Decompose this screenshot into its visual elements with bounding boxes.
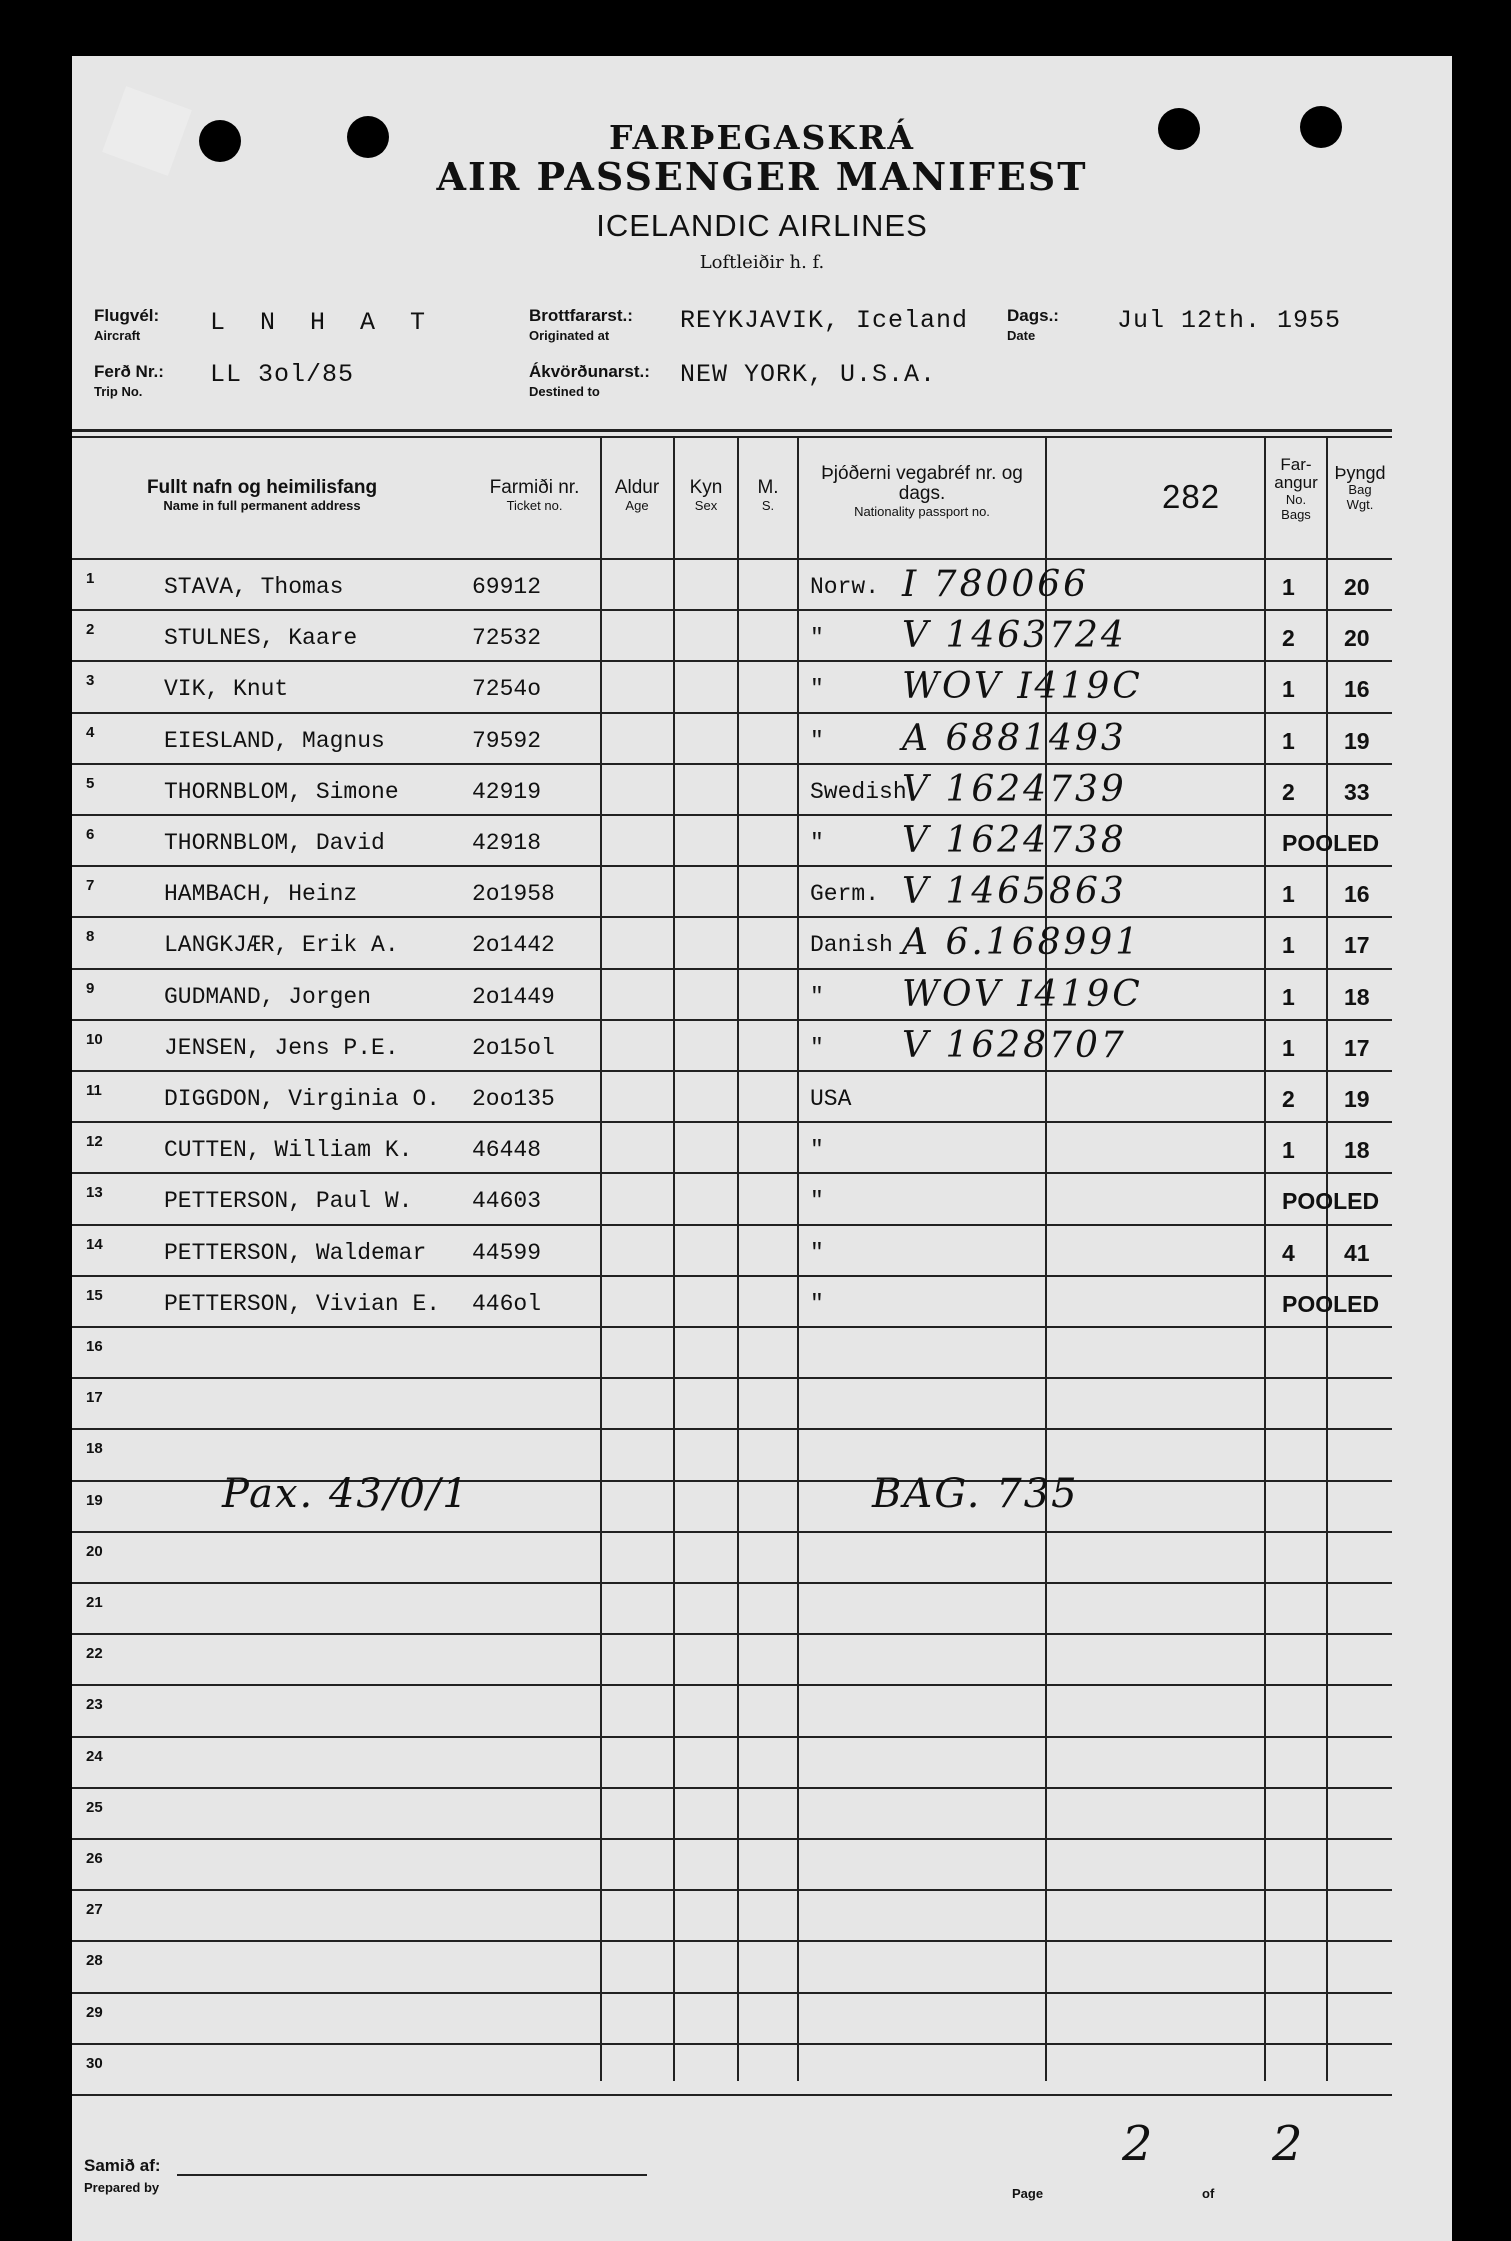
nationality: USA <box>810 1086 852 1112</box>
header-rule <box>72 558 1392 560</box>
nationality: " <box>810 1239 824 1266</box>
passenger-name: EIESLAND, Magnus <box>164 727 385 754</box>
bags-count: 4 <box>1282 1239 1295 1266</box>
bag-weight: 17 <box>1344 1034 1370 1061</box>
bags-count: 1 <box>1282 1137 1295 1164</box>
row-rule <box>72 1889 1392 1891</box>
bag-weight: 16 <box>1344 676 1370 703</box>
row-number: 28 <box>86 1952 103 1970</box>
title-icelandic: FARÞEGASKRÁ <box>609 118 915 157</box>
col-weight-header: Þyngd Bag Wgt. <box>1334 463 1386 512</box>
passport-number: V 1624739 <box>902 768 1127 810</box>
bag-weight: 18 <box>1344 983 1370 1010</box>
row-number: 29 <box>86 2003 103 2021</box>
destination-value: NEW YORK, U.S.A. <box>680 360 937 389</box>
row-rule <box>72 1838 1392 1840</box>
bags-count: 1 <box>1282 1034 1295 1061</box>
col-age-header: Aldur Age <box>614 477 660 513</box>
page-total: 2 <box>1272 2116 1305 2172</box>
ticket-number: 2o1958 <box>472 881 555 908</box>
passenger-name: DIGGDON, Virginia O. <box>164 1086 441 1112</box>
row-number: 13 <box>86 1184 103 1202</box>
nationality: " <box>810 1188 824 1215</box>
bags-count: 2 <box>1282 778 1295 805</box>
row-rule <box>72 916 1392 918</box>
passport-number: V 1465863 <box>902 871 1127 913</box>
manifest-sheet <box>72 56 1452 2241</box>
row-number: 24 <box>86 1747 103 1765</box>
row-rule <box>72 968 1392 970</box>
page-label: Page <box>1012 2186 1044 2201</box>
row-rule <box>72 2043 1392 2045</box>
rule <box>72 429 1392 432</box>
row-rule <box>72 1940 1392 1942</box>
row-rule <box>72 1275 1392 1277</box>
nationality: " <box>810 983 824 1010</box>
nationality: Danish <box>810 932 893 959</box>
row-number: 6 <box>86 826 95 843</box>
nationality: " <box>810 830 824 856</box>
passport-number: V 1624738 <box>902 820 1127 861</box>
row-number: 2 <box>86 621 95 639</box>
row-rule <box>72 2094 1392 2096</box>
row-rule <box>72 1070 1392 1072</box>
bags-count: 1 <box>1282 574 1295 600</box>
row-number: 26 <box>86 1850 103 1867</box>
row-rule <box>72 1428 1392 1430</box>
bag-weight: 33 <box>1344 778 1370 805</box>
passenger-name: VIK, Knut <box>164 676 289 703</box>
bags-count: 2 <box>1282 625 1295 652</box>
nationality: Germ. <box>810 881 880 908</box>
column-divider <box>673 436 675 2081</box>
prepared-by-line <box>177 2174 647 2176</box>
row-rule <box>72 1531 1392 1533</box>
bag-weight: 19 <box>1344 1086 1370 1112</box>
row-rule <box>72 1633 1392 1635</box>
prepared-by-label-en: Prepared by <box>84 2180 160 2195</box>
airline-name: ICELANDIC AIRLINES <box>596 208 928 243</box>
row-rule <box>72 1736 1392 1738</box>
passenger-name: PETTERSON, Vivian E. <box>164 1290 441 1317</box>
row-rule <box>72 1377 1392 1379</box>
ticket-number: 42919 <box>472 778 542 805</box>
row-number: 4 <box>86 723 95 741</box>
ticket-number: 42918 <box>472 830 542 856</box>
passport-number: A 6.168991 <box>902 922 1142 964</box>
origin-value: REYKJAVIK, Iceland <box>680 306 969 335</box>
row-rule <box>72 1326 1392 1328</box>
company-name: Loftleiðir h. f. <box>699 252 825 273</box>
ticket-number: 2o1449 <box>472 983 555 1010</box>
column-divider <box>797 436 799 2081</box>
pax-total: Pax. 43/0/1 <box>222 1471 470 1517</box>
column-divider <box>1264 436 1266 2081</box>
row-rule <box>72 1684 1392 1686</box>
row-number: 12 <box>86 1133 103 1151</box>
column-divider <box>600 436 602 2081</box>
passport-number: V 1628707 <box>902 1024 1127 1066</box>
row-number: 7 <box>86 877 95 895</box>
passport-number: WOV I419C <box>902 666 1143 708</box>
row-rule <box>72 609 1392 611</box>
ticket-number: 79592 <box>472 727 542 754</box>
ticket-number: 44599 <box>472 1239 542 1266</box>
bags-count: 1 <box>1282 932 1295 959</box>
rule <box>72 436 1392 438</box>
passenger-name: HAMBACH, Heinz <box>164 881 358 908</box>
destination-label: Ákvörðunarst.: Destined to <box>529 362 650 399</box>
stamp-number: 282 <box>1162 478 1221 515</box>
bags-count: POOLED <box>1282 1188 1380 1215</box>
column-divider <box>1326 436 1328 2081</box>
row-rule <box>72 712 1392 714</box>
bags-count: POOLED <box>1282 830 1380 856</box>
row-number: 9 <box>86 979 95 997</box>
passport-number: V 1463724 <box>902 615 1127 657</box>
ticket-number: 69912 <box>472 574 542 600</box>
row-rule <box>72 1582 1392 1584</box>
passenger-name: CUTTEN, William K. <box>164 1137 413 1164</box>
nationality: " <box>810 1290 824 1317</box>
trip-value: LL 3ol/85 <box>210 360 355 389</box>
ticket-number: 2o15ol <box>472 1034 555 1061</box>
nationality: " <box>810 1137 824 1164</box>
row-number: 22 <box>86 1645 103 1663</box>
row-number: 10 <box>86 1030 103 1048</box>
date-label: Dags.: Date <box>1007 306 1059 343</box>
col-ticket-header: Farmiði nr. Ticket no. <box>489 477 580 513</box>
row-rule <box>72 1019 1392 1021</box>
bags-count: 1 <box>1282 881 1295 908</box>
row-rule <box>72 814 1392 816</box>
bag-weight: 17 <box>1344 932 1370 959</box>
row-number: 3 <box>86 672 95 690</box>
passenger-name: GUDMAND, Jorgen <box>164 983 372 1010</box>
row-rule <box>72 1224 1392 1226</box>
bags-count: 1 <box>1282 727 1295 754</box>
passenger-name: JENSEN, Jens P.E. <box>164 1034 399 1061</box>
col-bags-header: Far-angur No. Bags <box>1274 455 1318 522</box>
ticket-number: 2o1442 <box>472 932 555 959</box>
col-name-header: Fullt nafn og heimilisfang Name in full permanent address <box>146 477 378 513</box>
row-number: 16 <box>86 1338 103 1355</box>
of-label: of <box>1202 2186 1215 2201</box>
row-number: 19 <box>86 1491 103 1509</box>
row-number: 27 <box>86 1901 103 1919</box>
ticket-number: 2oo135 <box>472 1086 555 1112</box>
ticket-number: 446ol <box>472 1290 542 1317</box>
col-ms-header: M. S. <box>757 477 779 513</box>
row-number: 14 <box>86 1235 103 1253</box>
bag-total: BAG. 735 <box>872 1471 1079 1517</box>
row-rule <box>72 865 1392 867</box>
row-number: 17 <box>86 1389 103 1407</box>
aircraft-value: L N H A T <box>210 308 436 337</box>
bag-weight: 19 <box>1344 727 1370 754</box>
title-english: AIR PASSENGER MANIFEST <box>436 154 1088 199</box>
col-sex-header: Kyn Sex <box>689 477 723 513</box>
passenger-name: PETTERSON, Waldemar <box>164 1239 427 1266</box>
bags-count: 1 <box>1282 676 1295 703</box>
row-rule <box>72 1787 1392 1789</box>
passport-number: A 6881493 <box>902 717 1127 759</box>
bag-weight: 16 <box>1344 881 1370 908</box>
row-rule <box>72 1121 1392 1123</box>
row-number: 8 <box>86 928 95 946</box>
passport-number: I 780066 <box>902 564 1090 605</box>
row-number: 25 <box>86 1798 103 1816</box>
bag-weight: 20 <box>1344 574 1370 600</box>
bags-count: 2 <box>1282 1086 1295 1112</box>
passenger-name: THORNBLOM, Simone <box>164 778 399 805</box>
passenger-name: LANGKJÆR, Erik A. <box>164 932 399 959</box>
row-number: 21 <box>86 1594 103 1611</box>
nationality: " <box>810 625 824 652</box>
aircraft-label: Flugvél: Aircraft <box>94 306 160 343</box>
bags-count: POOLED <box>1282 1290 1380 1317</box>
date-value: Jul 12th. 1955 <box>1117 306 1342 335</box>
nationality: Swedish <box>810 778 907 805</box>
nationality: " <box>810 676 824 703</box>
ticket-number: 46448 <box>472 1137 542 1164</box>
trip-label: Ferð Nr.: Trip No. <box>94 362 164 399</box>
row-rule <box>72 763 1392 765</box>
row-number: 20 <box>86 1542 103 1560</box>
prepared-by-label: Samið af: <box>84 2156 161 2175</box>
ticket-number: 44603 <box>472 1188 542 1215</box>
row-rule <box>72 1992 1392 1994</box>
nationality: " <box>810 727 824 754</box>
col-nationality-header: Þjóðerni vegabréf nr. og dags. Nationality passport no. <box>821 463 1023 519</box>
column-divider <box>737 436 739 2081</box>
page-number: 2 <box>1122 2116 1155 2172</box>
passenger-name: STAVA, Thomas <box>164 574 344 600</box>
ticket-number: 7254o <box>472 676 542 703</box>
bag-weight: 18 <box>1344 1137 1370 1164</box>
passenger-name: STULNES, Kaare <box>164 625 358 652</box>
row-number: 11 <box>86 1082 102 1099</box>
row-number: 18 <box>86 1440 103 1458</box>
bag-weight: 41 <box>1344 1239 1370 1266</box>
bag-weight: 20 <box>1344 625 1370 652</box>
bags-count: 1 <box>1282 983 1295 1010</box>
nationality: " <box>810 1034 824 1061</box>
passenger-name: PETTERSON, Paul W. <box>164 1188 413 1215</box>
origin-label: Brottfararst.: Originated at <box>529 306 633 343</box>
row-number: 5 <box>86 774 95 792</box>
row-number: 15 <box>86 1286 103 1304</box>
passenger-name: THORNBLOM, David <box>164 830 385 856</box>
row-rule <box>72 660 1392 662</box>
row-number: 23 <box>86 1696 103 1714</box>
nationality: Norw. <box>810 574 880 600</box>
row-rule <box>72 1172 1392 1174</box>
row-number: 1 <box>86 570 95 587</box>
row-number: 30 <box>86 2054 103 2072</box>
ticket-number: 72532 <box>472 625 542 652</box>
passport-number: WOV I419C <box>902 973 1143 1015</box>
